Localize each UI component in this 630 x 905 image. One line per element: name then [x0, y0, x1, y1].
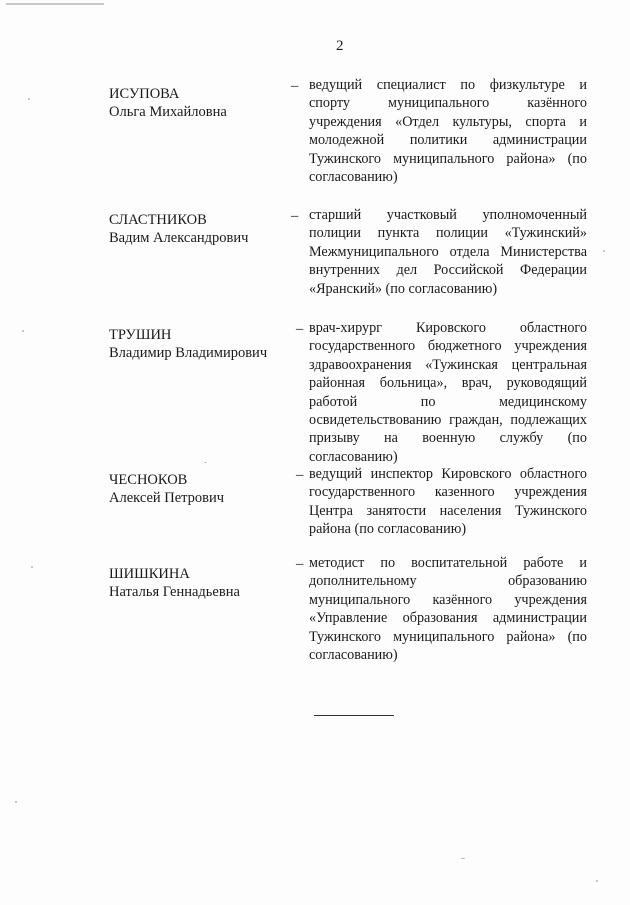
- scan-speck: [204, 462, 207, 463]
- entry-surname: ТРУШИН: [109, 327, 172, 343]
- scan-speck: [603, 250, 605, 252]
- scan-speck: [28, 98, 30, 100]
- entry-surname: СЛАСТНИКОВ: [109, 212, 207, 228]
- end-divider-line: [314, 715, 394, 716]
- scan-speck: [461, 858, 465, 859]
- entry-surname: ШИШКИНА: [109, 566, 190, 582]
- scan-speck: [15, 801, 17, 803]
- entry-description-shishkina: методист по воспитательной работе и дополнительному образованию муниципального казённого учреждения «Управление образования администрации Тужинского муниципального района» (по согласованию): [309, 555, 587, 664]
- entry-dash: –: [291, 208, 299, 224]
- entry-description-slastnikov: старший участковый уполномоченный полиции пункта полиции «Тужинский» Межмуниципального отдела Министерства внутренних дел Российской Федерации «Яранский» (по согласованию): [309, 207, 587, 297]
- entry-description-isupova: ведущий специалист по физкультуре и спорту муниципального казённого учреждения «Отдел культуры, спорта и молодежной политики администрации Тужинского муниципального района» (по согласованию): [309, 77, 587, 186]
- entry-dash: –: [296, 467, 304, 483]
- entry-given-names: Алексей Петрович: [109, 489, 225, 506]
- entry-name-isupova: [109, 86, 284, 121]
- entry-dash: –: [291, 78, 299, 94]
- entry-name-shishkina: [109, 566, 284, 601]
- entry-surname: ЧЕСНОКОВ: [109, 472, 188, 488]
- entry-description-chesnokov: ведущий инспектор Кировского областного государственного казенного учреждения Центра занятости населения Тужинского района (по согласованию): [309, 466, 587, 538]
- scan-edge-mark: [6, 3, 104, 5]
- entry-given-names: Вадим Александрович: [109, 229, 249, 246]
- entry-given-names: Наталья Геннадьевна: [109, 583, 240, 600]
- entry-name-trushin: [109, 327, 284, 362]
- entry-name-chesnokov: [109, 472, 284, 507]
- entry-dash: –: [296, 556, 304, 572]
- entry-given-names: Владимир Владимирович: [109, 344, 268, 361]
- entry-name-slastnikov: [109, 212, 284, 247]
- entry-surname: ИСУПОВА: [109, 86, 180, 102]
- entry-description-trushin: врач-хирург Кировского областного государственного бюджетного учреждения здравоохранения «Тужинская центральная районная больница», врач, руководящий работой по медицинскому освидетельствованию граждан, подлежащих призыву на военную службу (по согласованию): [309, 320, 587, 465]
- page-number: 2: [336, 38, 344, 54]
- scan-speck: [22, 330, 24, 332]
- entry-dash: –: [296, 321, 304, 337]
- scan-speck: [596, 880, 598, 882]
- scan-speck: [31, 566, 33, 568]
- entry-given-names: Ольга Михайловна: [109, 103, 227, 120]
